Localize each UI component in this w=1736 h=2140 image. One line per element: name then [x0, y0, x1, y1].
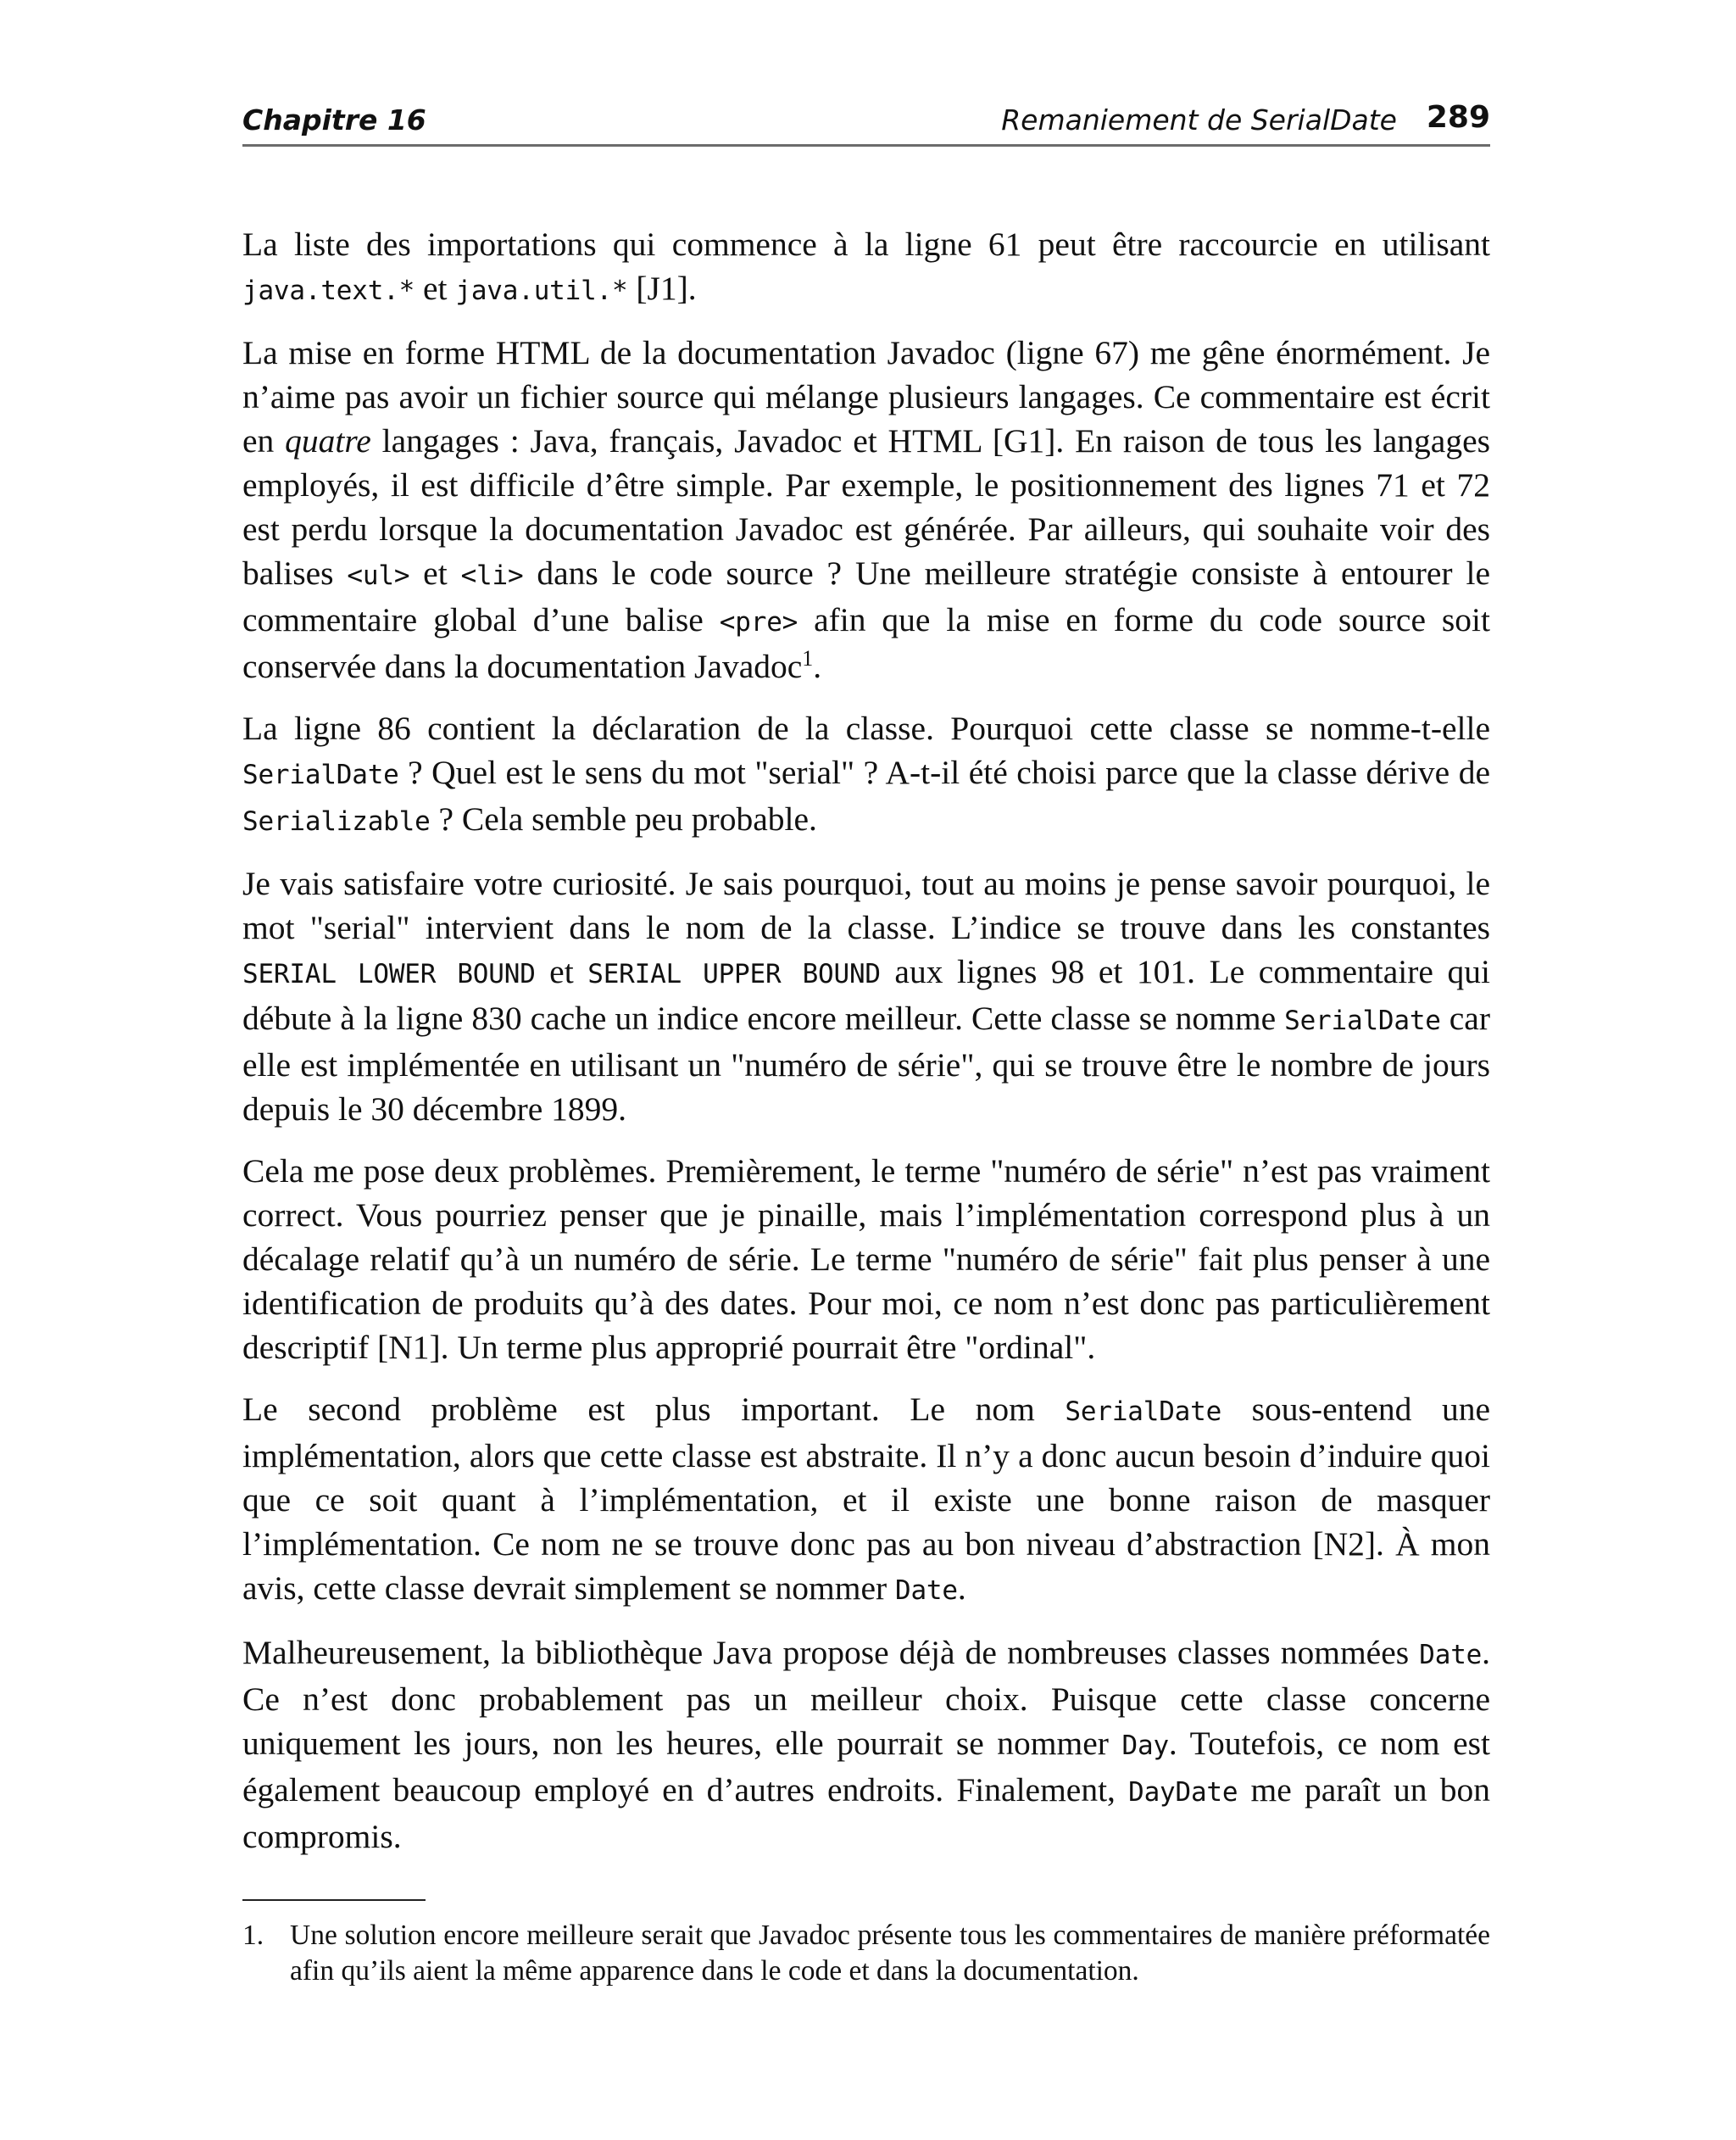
paragraph-7: [242, 1630, 1490, 1859]
footnote-divider: [242, 1899, 426, 1901]
text-run: ? Quel est le sens du mot "serial" ? A-t-il été choisi parce que la classe dérive de: [398, 754, 1490, 791]
text-run: [J1].: [627, 270, 697, 307]
section-title: Remaniement de SerialDate: [1001, 103, 1397, 137]
code-run: <ul>: [347, 560, 410, 591]
text-run: aux lignes 98 et 101. Le commentaire qui débute à la ligne 830 cache un indice encore meilleur. Cette classe se nomme: [242, 953, 1490, 1037]
paragraph-2: [242, 331, 1490, 688]
chapter-label: Chapitre 16: [242, 103, 426, 137]
code-run: Date: [1419, 1640, 1483, 1670]
paragraph-1: [242, 222, 1490, 313]
text-run: afin que la mise en forme du code source soit conservée dans la documentation Javadoc: [242, 601, 1491, 685]
code-run: SerialDate: [1065, 1396, 1222, 1427]
code-run: java.text.*: [242, 276, 415, 306]
text-run: et: [535, 953, 588, 990]
code-run: <li>: [460, 560, 524, 591]
text-run: La ligne 86 contient la déclaration de la classe. Pourquoi cette classe se nomme-t-elle: [242, 710, 1490, 747]
code-run: SERIAL UPPER BOUND: [587, 959, 881, 989]
text-run: La liste des importations qui commence à la ligne 61 peut être raccourcie en utilisant: [242, 226, 1490, 263]
text-run: . Toutefois, ce nom est également beaucoup employé en d’autres endroits. Finalement,: [242, 1725, 1490, 1808]
text-run: .: [813, 648, 822, 685]
text-run: .: [957, 1569, 966, 1607]
text-run: La mise en forme HTML de la documentation Javadoc (ligne 67) me gêne énormément. Je n’aime pas avoir un fichier source qui mélange plusieurs langages. Ce commentaire est écrit en: [242, 334, 1490, 460]
italic-run: quatre: [285, 422, 371, 460]
code-run: SerialDate: [1284, 1006, 1441, 1036]
text-run: Le second problème est plus important. Le nom: [242, 1390, 1066, 1428]
text-run: et: [415, 270, 456, 307]
paragraph-3: [242, 706, 1490, 844]
text-run: langages : Java, français, Javadoc et HTML [G1]. En raison de tous les langages employés, il est difficile d’être simple. Par exemple, le positionnement des lignes 71 et 72 est perdu lorsque la documentation Javadoc est générée. Par ailleurs, qui souhaite voir des balises: [242, 422, 1490, 592]
text-run: et: [409, 555, 461, 592]
code-run: SerialDate: [242, 760, 399, 790]
text-run: car elle est implémentée en utilisant un "numéro de série", qui se trouve être le nombre de jours depuis le 30 décembre 1899.: [242, 1000, 1490, 1128]
text-run: . Ce n’est donc probablement pas un meilleur choix. Puisque cette classe concerne uniquement les jours, non les heures, elle pourrait se nommer: [242, 1634, 1490, 1762]
text-run: Cela me pose deux problèmes. Premièrement, le terme "numéro de série" n’est pas vraiment correct. Vous pourriez penser que je pinaille, mais l’implémentation correspond plus à un décalage relatif qu’à un numéro de série. Le terme "numéro de série" fait plus penser à une identification de produits qu’à des dates. Pour moi, ce nom n’est donc pas particulièrement descriptif [N1]. Un terme plus approprié pourrait être "ordinal".: [242, 1152, 1490, 1366]
footnote: [242, 1918, 1490, 1989]
text-run: dans le code source ? Une meilleure stratégie consiste à entourer le commentaire global d’une balise: [242, 555, 1490, 638]
paragraph-5: [242, 1149, 1490, 1369]
paragraph-4: [242, 861, 1490, 1131]
text-run: sous-entend une implémentation, alors que cette classe est abstraite. Il n’y a donc aucun besoin d’induire quoi que ce soit quant à l’implémentation, et il existe une bonne raison de masquer l’implémentation. Ce nom ne se trouve donc pas au bon niveau d’abstraction [N2]. À mon avis, cette classe devrait simplement se nommer: [242, 1390, 1490, 1607]
code-run: <pre>: [719, 607, 798, 638]
paragraph-6: [242, 1387, 1490, 1613]
footnote-text: Une solution encore meilleure serait que Javadoc présente tous les commentaires de manière préformatée afin qu’ils aient la même apparence dans le code et dans la documentation.: [290, 1920, 1490, 1987]
footnote-number: 1.: [242, 1920, 264, 1951]
footnote-reference[interactable]: 1: [802, 645, 814, 671]
code-run: java.util.*: [455, 276, 628, 306]
body-text: [242, 222, 1490, 1859]
code-run: DayDate: [1128, 1777, 1238, 1808]
text-run: ? Cela semble peu probable.: [430, 800, 817, 838]
code-run: Date: [895, 1575, 958, 1606]
code-run: SERIAL LOWER BOUND: [242, 959, 536, 989]
page-number: 289: [1426, 100, 1490, 135]
code-run: Day: [1121, 1730, 1169, 1761]
text-run: me paraît un bon compromis.: [242, 1771, 1490, 1855]
running-header: [242, 100, 1490, 147]
text-run: Malheureusement, la bibliothèque Java propose déjà de nombreuses classes nommées: [242, 1634, 1420, 1671]
text-run: Je vais satisfaire votre curiosité. Je sais pourquoi, tout au moins je pense savoir pourquoi, le mot "serial" intervient dans le nom de la classe. L’indice se trouve dans les constantes: [242, 865, 1490, 946]
code-run: Serializable: [242, 806, 431, 837]
